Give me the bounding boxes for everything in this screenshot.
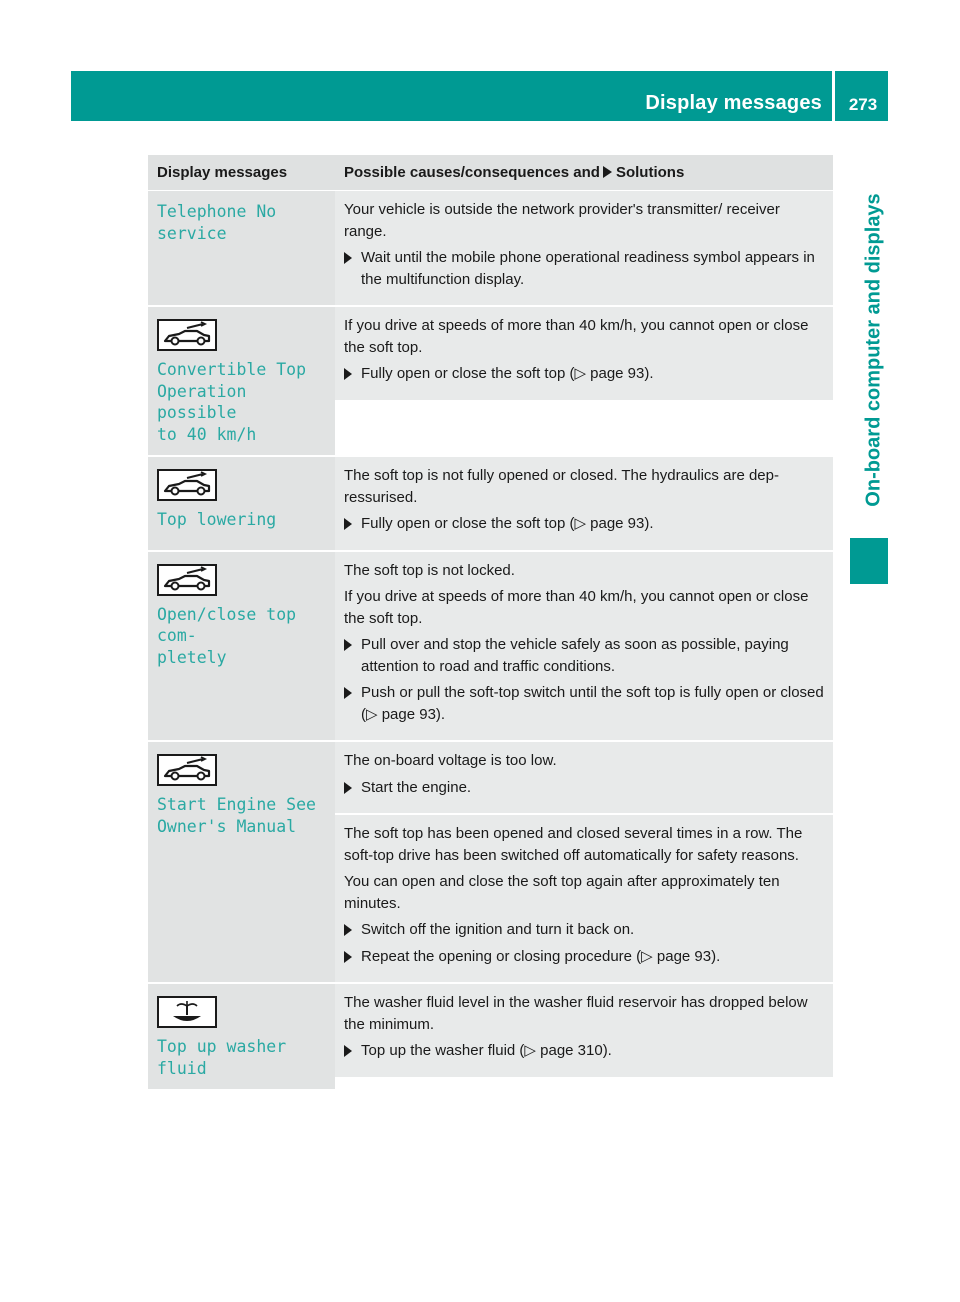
step-arrow-icon — [344, 687, 352, 699]
causes-solutions-cell — [335, 984, 833, 1089]
solution-step — [344, 1040, 825, 1062]
solution-step — [344, 513, 825, 535]
convertible-car-icon — [157, 319, 217, 351]
cause-block — [335, 552, 833, 741]
table-row — [148, 984, 833, 1091]
step-arrow-icon — [344, 252, 352, 264]
step-arrow-icon — [344, 518, 352, 530]
display-messages-table — [148, 155, 833, 1091]
table-row — [148, 191, 833, 307]
table-row — [148, 457, 833, 552]
solution-arrow-icon — [603, 166, 612, 178]
step-arrow-icon — [344, 782, 352, 794]
header-divider — [832, 71, 835, 121]
step-arrow-icon — [344, 1045, 352, 1057]
causes-solutions-cell — [335, 742, 833, 982]
section-title: Display messages — [645, 92, 822, 114]
cause-text: Your vehicle is outside the network provider's transmitter/ receiver range. — [344, 201, 780, 240]
causes-solutions-cell — [335, 191, 833, 305]
cause-text: The washer fluid level in the washer fluid reservoir has dropped below the minimum. — [344, 994, 808, 1033]
step-arrow-icon — [344, 368, 352, 380]
display-message-text: Telephone No service — [157, 202, 277, 243]
solution-step-text: Repeat the opening or closing procedure (▷ page 93). — [361, 947, 721, 965]
display-message-cell — [148, 742, 335, 982]
convertible-car-icon — [157, 754, 217, 786]
cause-block — [335, 813, 833, 982]
col-header-solutions: Solutions — [615, 164, 685, 181]
solution-step-text: Switch off the ignition and turn it back on. — [361, 921, 635, 938]
cause-block — [335, 457, 833, 550]
solution-step — [344, 682, 825, 725]
side-tab-label: On-board computer and displays — [862, 193, 885, 507]
display-message-cell — [148, 552, 335, 741]
solution-step — [344, 634, 825, 677]
page-number: 273 — [848, 95, 878, 114]
cause-text: The soft top is not locked. — [344, 561, 515, 579]
solution-step — [344, 946, 825, 968]
cause-text: The soft top has been opened and closed several times in a row. The soft-top drive has been switched off automatically for safety reasons. — [344, 825, 803, 864]
causes-solutions-cell — [335, 307, 833, 455]
solution-step — [344, 919, 825, 941]
display-message-cell — [148, 307, 335, 455]
step-arrow-icon — [344, 924, 352, 936]
cause-block — [335, 984, 833, 1077]
solution-step-text: Fully open or close the soft top (▷ page 93). — [361, 515, 654, 532]
table-row — [148, 552, 833, 743]
display-message-text: Start Engine See Owner's Manual — [157, 795, 316, 836]
col-header-causes: Possible causes/consequences and — [344, 164, 600, 181]
display-message-cell — [148, 984, 335, 1089]
table-row — [148, 742, 833, 984]
side-tab-marker — [850, 538, 888, 584]
display-message-text: Open/close top com‐ pletely — [157, 604, 297, 667]
cause-text: The soft top is not fully opened or closed. The hydraulics are dep- ressurised. — [344, 467, 779, 506]
cause-text: The on-board voltage is too low. — [344, 752, 557, 769]
solution-step-text: Fully open or close the soft top (▷ page 93). — [361, 365, 654, 382]
col-header-causes-solutions — [335, 164, 833, 181]
convertible-car-icon — [157, 469, 217, 501]
solution-step — [344, 247, 825, 290]
cause-block — [335, 742, 833, 813]
washer-fluid-icon — [157, 996, 217, 1028]
cause-text: If you drive at speeds of more than 40 km/h, you cannot open or close the soft top. — [344, 317, 809, 356]
display-message-cell — [148, 191, 335, 305]
solution-step-text: Push or pull the soft-top switch until the soft top is fully open or closed (▷ page 93). — [361, 684, 824, 723]
col-header-display-messages: Display messages — [157, 164, 288, 181]
display-message-text: Convertible Top Operation possible to 40 km/h — [157, 360, 307, 444]
table-header — [148, 155, 833, 191]
cause-block — [335, 307, 833, 400]
cause-text: If you drive at speeds of more than 40 km/h, you cannot open or close the soft top. — [344, 588, 809, 627]
cause-block — [335, 191, 833, 305]
solution-step-text: Pull over and stop the vehicle safely as soon as possible, paying attention to road and traffic conditions. — [361, 636, 789, 675]
display-message-text: Top up washer fluid — [157, 1037, 287, 1078]
solution-step-text: Wait until the mobile phone operational readiness symbol appears in the multifunction display. — [361, 249, 815, 288]
display-message-text: Top lowering — [157, 510, 277, 529]
convertible-car-icon — [157, 564, 217, 596]
causes-solutions-cell — [335, 552, 833, 741]
solution-step-text: Top up the washer fluid (▷ page 310). — [361, 1042, 612, 1059]
solution-step-text: Start the engine. — [361, 778, 472, 796]
cause-text: You can open and close the soft top again after approximately ten minutes. — [344, 873, 780, 912]
solution-step — [344, 363, 825, 385]
step-arrow-icon — [344, 639, 352, 651]
display-message-cell — [148, 457, 335, 550]
side-tab — [860, 170, 888, 530]
table-row — [148, 307, 833, 457]
step-arrow-icon — [344, 951, 352, 963]
solution-step — [344, 777, 825, 799]
table-body — [148, 191, 833, 1091]
causes-solutions-cell — [335, 457, 833, 550]
